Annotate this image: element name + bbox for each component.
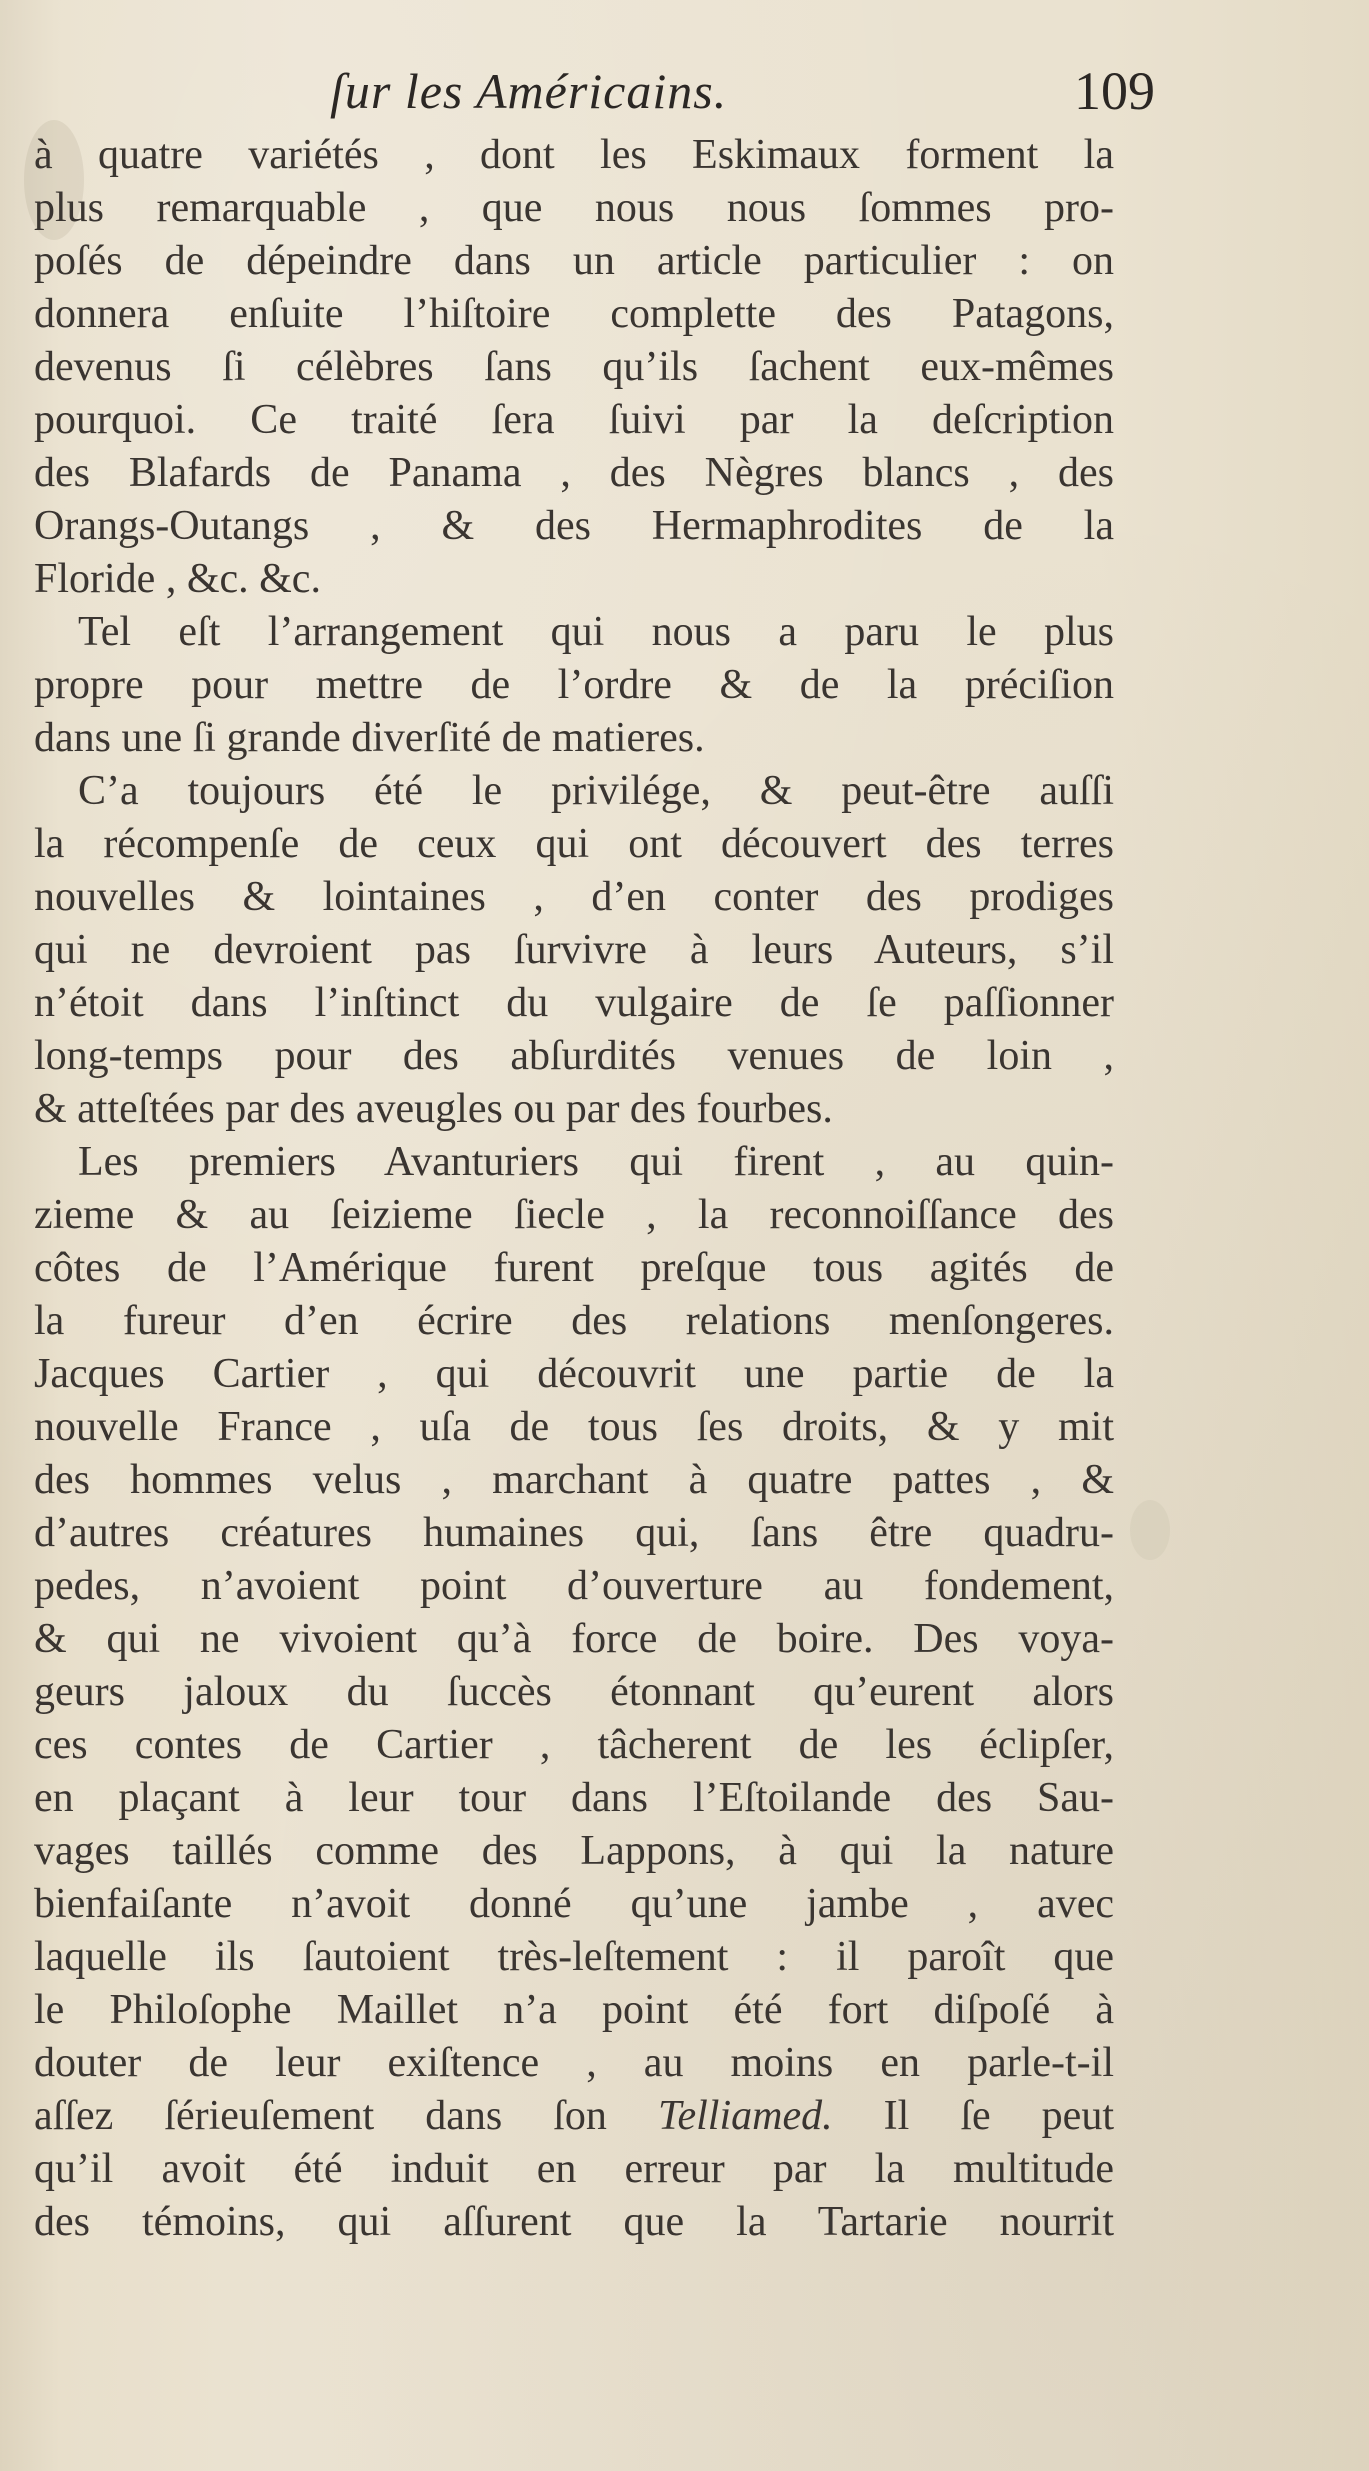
text-line: le Philoſophe Maillet n’a point été fort diſpoſé à [34, 1987, 1114, 2033]
text-line: propre pour mettre de l’ordre & de la préciſion [34, 662, 1114, 708]
text-line: Floride , &c. &c. [34, 556, 321, 602]
text-line: Les premiers Avanturiers qui firent , au quin- [78, 1139, 1114, 1185]
text-run: aſſez ſérieuſement dans ſon [34, 2093, 658, 2139]
text-line: des témoins, qui aſſurent que la Tartarie nourrit [34, 2199, 1114, 2245]
text-line: geurs jaloux du ſuccès étonnant qu’eurent alors [34, 1669, 1114, 1715]
text-line: & qui ne vivoient qu’à force de boire. Des voya- [34, 1616, 1114, 1662]
text-line: côtes de l’Amérique furent preſque tous agités de [34, 1245, 1114, 1291]
text-line: en plaçant à leur tour dans l’Eſtoilande des Sau- [34, 1775, 1114, 1821]
text-line: devenus ſi célèbres ſans qu’ils ſachent eux-mêmes [34, 344, 1114, 390]
text-line: d’autres créatures humaines qui, ſans être quadru- [34, 1510, 1114, 1556]
text-line: à quatre variétés , dont les Eskimaux forment la [34, 132, 1114, 178]
text-line: la récompenſe de ceux qui ont découvert des terres [34, 821, 1114, 867]
text-line: zieme & au ſeizieme ſiecle , la reconnoiſſance des [34, 1192, 1114, 1238]
text-line: Tel eſt l’arrangement qui nous a paru le plus [78, 609, 1114, 655]
text-line: vages taillés comme des Lappons, à qui la nature [34, 1828, 1114, 1874]
text-line: n’étoit dans l’inſtinct du vulgaire de ſe paſſionner [34, 980, 1114, 1026]
text-line: ces contes de Cartier , tâcherent de les éclipſer, [34, 1722, 1114, 1768]
text-line: dans une ſi grande diverſité de matieres. [34, 715, 705, 761]
text-line: long-temps pour des abſurdités venues de loin , [34, 1033, 1114, 1079]
text-line: des hommes velus , marchant à quatre pattes , & [34, 1457, 1114, 1503]
page-number: 109 [1074, 61, 1155, 121]
text-line: douter de leur exiſtence , au moins en parle-t-il [34, 2040, 1114, 2086]
running-title: ſur les Américains. [330, 63, 728, 119]
text-line: qui ne devroient pas ſurvivre à leurs Auteurs, s’il [34, 927, 1114, 973]
text-run: Il ſe peut [832, 2093, 1114, 2139]
text-line: des Blafards de Panama , des Nègres blancs , des [34, 450, 1114, 496]
text-line: la fureur d’en écrire des relations menſongeres. [34, 1298, 1114, 1344]
text-line: poſés de dépeindre dans un article particulier : on [34, 238, 1114, 284]
text-line: C’a toujours été le privilége, & peut-être auſſi [78, 768, 1114, 814]
text-line: plus remarquable , que nous nous ſommes pro- [34, 185, 1114, 231]
text-line [34, 2091, 1114, 2141]
text-line: qu’il avoit été induit en erreur par la multitude [34, 2146, 1114, 2192]
text-line: donnera enſuite l’hiſtoire complette des Patagons, [34, 291, 1114, 337]
text-line: pedes, n’avoient point d’ouverture au fondement, [34, 1563, 1114, 1609]
text-line: bienfaiſante n’avoit donné qu’une jambe , avec [34, 1881, 1114, 1927]
text-line: pourquoi. Ce traité ſera ſuivi par la deſcription [34, 397, 1114, 443]
text-line: Jacques Cartier , qui découvrit une partie de la [34, 1351, 1114, 1397]
text-line: nouvelles & lointaines , d’en conter des prodiges [34, 874, 1114, 920]
text-line: nouvelle France , uſa de tous ſes droits, & y mit [34, 1404, 1114, 1450]
text-line: & atteſtées par des aveugles ou par des fourbes. [34, 1086, 833, 1132]
book-title-italic: Telliamed. [657, 2093, 833, 2139]
text-line: Orangs-Outangs , & des Hermaphrodites de la [34, 503, 1114, 549]
text-line: laquelle ils ſautoient très-leſtement : il paroît que [34, 1934, 1114, 1980]
